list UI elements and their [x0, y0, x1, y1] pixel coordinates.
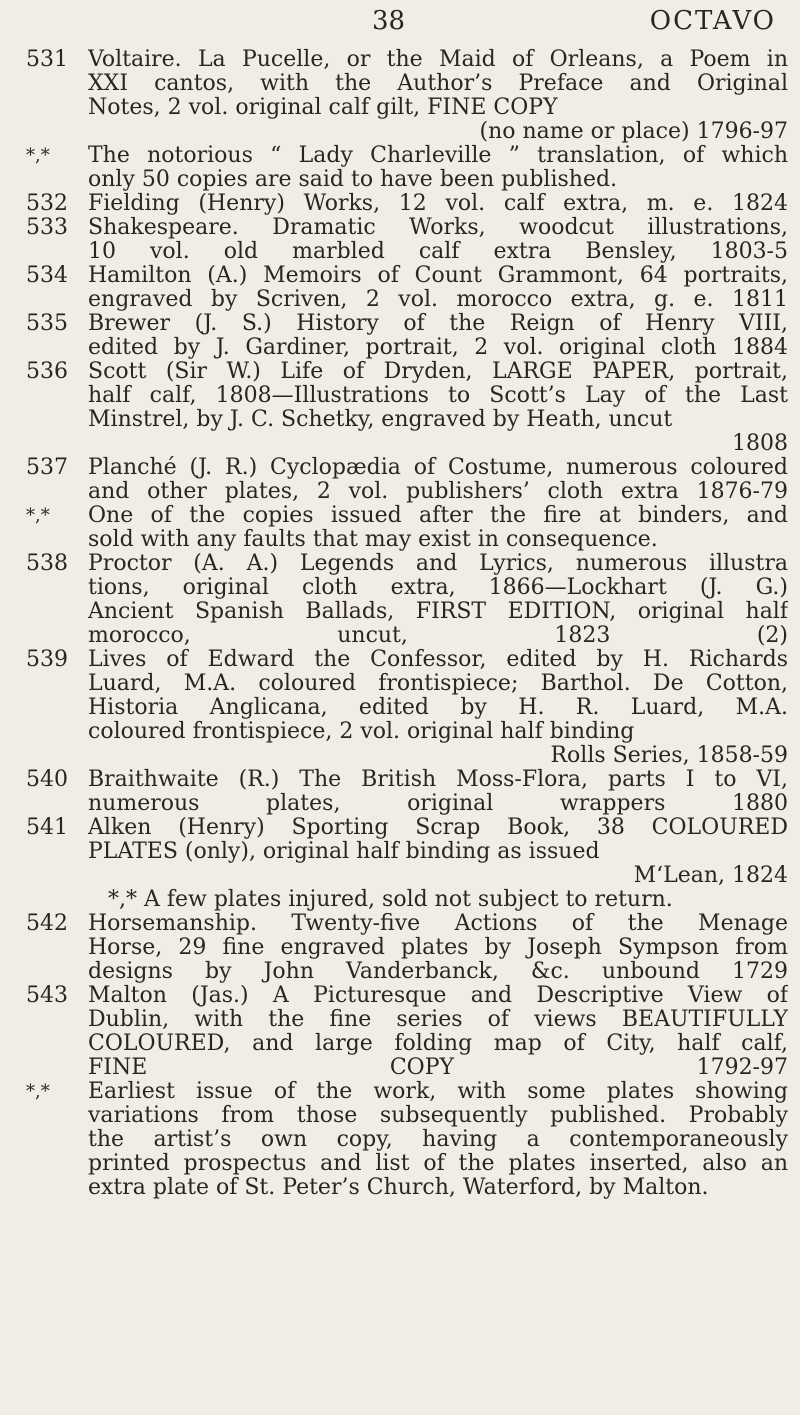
entry-line: COLOURED, and large folding map of City, half calf,	[88, 1032, 788, 1056]
entry-line: printed prospectus and list of the plates inserted, also an	[88, 1152, 788, 1176]
entry-description	[88, 360, 788, 456]
lot-number: 538	[26, 551, 68, 576]
entry-description	[88, 648, 788, 768]
note-marker: *,*	[26, 145, 50, 166]
lot-number: 539	[26, 647, 68, 672]
catalogue-entry	[0, 216, 800, 264]
catalogue-entry	[0, 192, 800, 216]
entry-description	[88, 312, 788, 360]
note-text	[88, 504, 788, 552]
entry-line: Alken (Henry) Sporting Scrap Book, 38 COLOURED	[88, 816, 788, 840]
entry-line: XXI cantos, with the Author’s Preface and Original	[88, 72, 788, 96]
note-marker: *,*	[26, 505, 50, 526]
entry-line: Proctor (A. A.) Legends and Lyrics, numerous illustra	[88, 552, 788, 576]
entry-description	[88, 552, 788, 648]
note-text	[88, 144, 788, 192]
entry-line: Minstrel, by J. C. Schetky, engraved by Heath, uncut	[88, 408, 673, 432]
page-header	[0, 6, 800, 46]
entry-line: Historia Anglicana, edited by H. R. Luard, M.A.	[88, 696, 788, 720]
catalogue-entry	[0, 648, 800, 768]
entry-line: Hamilton (A.) Memoirs of Count Grammont, 64 portraits,	[88, 264, 788, 288]
catalogue-entry	[0, 456, 800, 504]
lot-number: 540	[26, 767, 68, 792]
entry-line: Planché (J. R.) Cyclopædia of Costume, numerous coloured	[88, 456, 788, 480]
catalogue-entry	[0, 312, 800, 360]
entry-line: 10 vol. old marbled calf extra Bensley, 1803-5	[88, 240, 788, 264]
entry-line: Rolls Series, 1858-59	[550, 744, 788, 768]
entry-line: tions, original cloth extra, 1866—Lockhart (J. G.)	[88, 576, 788, 600]
entry-line: edited by J. Gardiner, portrait, 2 vol. original cloth 1884	[88, 336, 788, 360]
entry-line: Fielding (Henry) Works, 12 vol. calf extra, m. e. 1824	[88, 192, 788, 216]
entry-line: (no name or place) 1796-97	[479, 120, 788, 144]
entry-line: and other plates, 2 vol. publishers’ cloth extra 1876-79	[88, 480, 788, 504]
catalogue-entry	[0, 360, 800, 456]
entry-line: extra plate of St. Peter’s Church, Waterford, by Malton.	[88, 1176, 709, 1200]
entry-line: morocco, uncut, 1823 (2)	[88, 624, 788, 648]
catalogue-entry	[0, 264, 800, 312]
lot-number: 531	[26, 47, 68, 72]
lot-number: 535	[26, 311, 68, 336]
entry-line: coloured frontispiece, 2 vol. original half binding	[88, 720, 635, 744]
entry-line: Malton (Jas.) A Picturesque and Descriptive View of	[88, 984, 788, 1008]
lot-number: 534	[26, 263, 68, 288]
catalogue-entry	[0, 552, 800, 648]
entry-line: half calf, 1808—Illustrations to Scott’s Lay of the Last	[88, 384, 788, 408]
entry-line: FINE COPY 1792-97	[88, 1056, 788, 1080]
page-number: 38	[372, 6, 406, 36]
entry-description	[88, 264, 788, 312]
catalogue-note	[0, 1080, 800, 1200]
catalogue-entry	[0, 984, 800, 1080]
entry-line: Lives of Edward the Confessor, edited by H. Richards	[88, 648, 788, 672]
entry-line: Horsemanship. Twenty-five Actions of the Menage	[88, 912, 788, 936]
catalogue-entry	[0, 48, 800, 144]
entry-line: variations from those subsequently published. Probably	[88, 1104, 788, 1128]
lot-number: 543	[26, 983, 68, 1008]
entry-line: 1808	[732, 432, 788, 456]
catalogue-entries	[0, 48, 800, 1200]
entry-description	[88, 48, 788, 144]
section-title: OCTAVO	[649, 6, 776, 36]
entry-line: sold with any faults that may exist in consequence.	[88, 528, 658, 552]
entry-line: engraved by Scriven, 2 vol. morocco extra, g. e. 1811	[88, 288, 788, 312]
entry-line: Braithwaite (R.) The British Moss-Flora, parts I to VI,	[88, 768, 788, 792]
lot-number: 533	[26, 215, 68, 240]
catalogue-entry	[0, 912, 800, 984]
entry-line: PLATES (only), original half binding as issued	[88, 840, 600, 864]
entry-description	[88, 192, 788, 216]
entry-line: designs by John Vanderbanck, &c. unbound 1729	[88, 960, 788, 984]
entry-line: Dublin, with the fine series of views BEAUTIFULLY	[88, 1008, 788, 1032]
entry-line: Luard, M.A. coloured frontispiece; Barthol. De Cotton,	[88, 672, 788, 696]
entry-line: Voltaire. La Pucelle, or the Maid of Orleans, a Poem in	[88, 48, 788, 72]
entry-description	[88, 768, 788, 816]
catalogue-note	[0, 504, 800, 552]
entry-line: Shakespeare. Dramatic Works, woodcut illustrations,	[88, 216, 788, 240]
note-marker: *,*	[26, 1081, 50, 1102]
lot-number: 542	[26, 911, 68, 936]
entry-line: Ancient Spanish Ballads, FIRST EDITION, original half	[88, 600, 788, 624]
entry-line: Scott (Sir W.) Life of Dryden, LARGE PAPER, portrait,	[88, 360, 788, 384]
lot-number: 537	[26, 455, 68, 480]
entry-line: Notes, 2 vol. original calf gilt, FINE COPY	[88, 96, 558, 120]
entry-description	[88, 216, 788, 264]
entry-line: Horse, 29 fine engraved plates by Joseph Sympson from	[88, 936, 788, 960]
entry-line: only 50 copies are said to have been published.	[88, 168, 618, 192]
catalogue-entry	[0, 816, 800, 912]
lot-number: 532	[26, 191, 68, 216]
entry-line: *,* A few plates injured, sold not subject to return.	[108, 888, 673, 912]
entry-line: One of the copies issued after the fire at binders, and	[88, 504, 788, 528]
entry-line: the artist’s own copy, having a contemporaneously	[88, 1128, 788, 1152]
catalogue-entry	[0, 768, 800, 816]
catalogue-note	[0, 144, 800, 192]
entry-line: Brewer (J. S.) History of the Reign of Henry VIII,	[88, 312, 788, 336]
entry-line: numerous plates, original wrappers 1880	[88, 792, 788, 816]
entry-line: M‘Lean, 1824	[633, 864, 788, 888]
entry-description	[88, 912, 788, 984]
lot-number: 536	[26, 359, 68, 384]
entry-line: Earliest issue of the work, with some plates showing	[88, 1080, 788, 1104]
lot-number: 541	[26, 815, 68, 840]
entry-description	[88, 456, 788, 504]
note-text	[88, 1080, 788, 1200]
entry-description	[88, 816, 788, 912]
entry-description	[88, 984, 788, 1080]
entry-line: The notorious “ Lady Charleville ” translation, of which	[88, 144, 788, 168]
